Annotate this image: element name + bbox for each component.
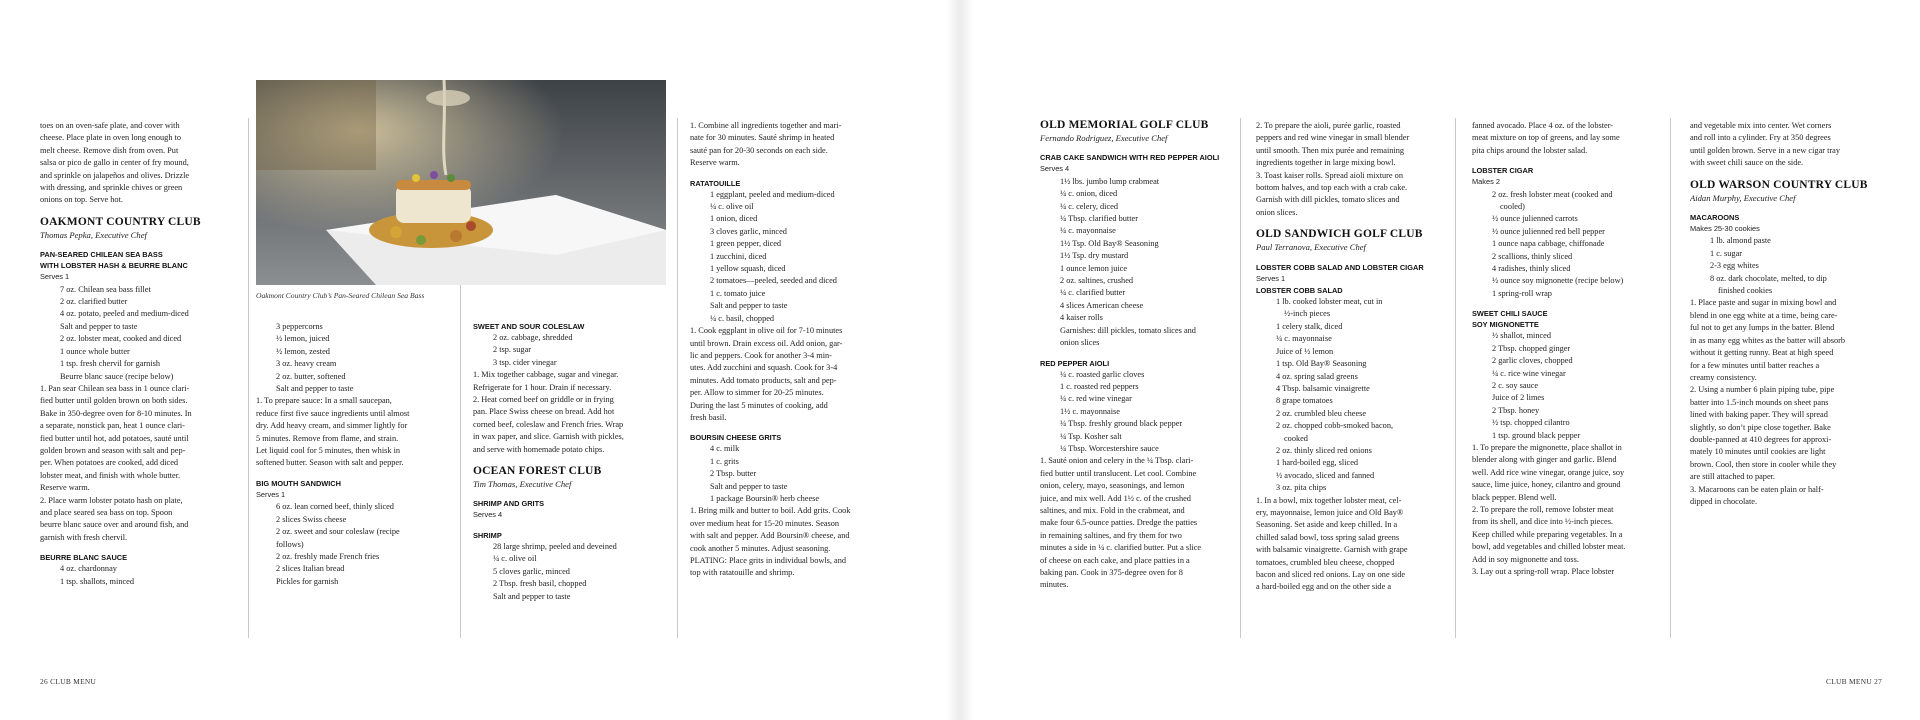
ingredient: follows) [276, 539, 304, 549]
recipe-heading: BIG MOUTH SANDWICH [256, 478, 341, 488]
step-line: batter into 1.5-inch mounds on sheet pans [1690, 397, 1829, 407]
step-line: cook another 5 minutes. Adjust seasoning. [690, 543, 831, 553]
step-line: without it getting runny. Beat at high speed [1690, 348, 1834, 358]
photo-illustration [256, 80, 666, 285]
ingredient: 2 tomatoes—peeled, seeded and diced [710, 276, 837, 286]
ingredient: ¼ Tbsp. freshly ground black pepper [1060, 419, 1183, 429]
text-column-1 [40, 120, 245, 640]
step-line: 1. To prepare sauce: In a small saucepan, [256, 396, 392, 406]
ingredient: 7 oz. Chilean sea bass fillet [60, 284, 151, 294]
ingredient: 2 oz. freshly made French fries [276, 551, 380, 561]
ingredient: ¼ c. mayonnaise [1276, 334, 1332, 344]
ingredient: 2 oz. chopped cobb-smoked bacon, [1276, 421, 1394, 431]
chef-name: Paul Terranova, Executive Chef [1256, 242, 1366, 253]
step-line: 2. To prepare the roll, remove lobster meat [1472, 504, 1614, 514]
ingredient: 1 green pepper, diced [710, 239, 782, 249]
step-line: brown. Cool, then store in cooler while they [1690, 459, 1837, 469]
ingredient: ½ ounce soy mignonette (recipe below) [1492, 276, 1624, 286]
step-line: per. When potatoes are cooked, add diced [40, 458, 179, 468]
chef-name: Tim Thomas, Executive Chef [473, 479, 572, 490]
step-line: dipped in chocolate. [1690, 496, 1758, 506]
ingredient: ¼ c. olive oil [710, 202, 754, 212]
step-line: 1. Pan sear Chilean sea bass in 1 ounce clari- [40, 383, 190, 393]
ingredient: 2-3 egg whites [1710, 261, 1759, 271]
step-line: top with ratatouille and shrimp. [690, 568, 795, 578]
step-line: During the last 5 minutes of cooking, add [690, 400, 828, 410]
step-line: until brown. Drain excess oil. Add onion, gar- [690, 338, 843, 348]
photo-caption: Oakmont Country Club’s Pan-Seared Chilean Sea Bass [256, 291, 425, 300]
ingredient: 2 oz. clarified butter [60, 297, 128, 307]
recipe-heading: MACAROONS [1690, 213, 1740, 223]
ingredient: 1½ Tsp. dry mustard [1060, 251, 1129, 261]
step-line: saltines, and mix. Fold in the crabmeat, and [1040, 505, 1185, 515]
step-line: ful not to get any lumps in the batter. Blend [1690, 323, 1835, 333]
body-line: melt cheese. Remove dish from oven. Put [40, 145, 179, 155]
serves-label: Makes 25-30 cookies [1690, 224, 1760, 234]
ingredient: ¼ c. onion, diced [1060, 189, 1118, 199]
ingredient: ½ shallot, minced [1492, 331, 1551, 341]
body-line: cheese. Place plate in oven long enough to [40, 133, 182, 143]
ingredient: 2 oz. saltines, crushed [1060, 276, 1134, 286]
recipe-heading: SHRIMP AND GRITS [473, 499, 545, 509]
step-line: per. Allow to simmer for 20-25 minutes. [690, 388, 824, 398]
step-line: corned beef, coleslaw and French fries. Wrap [473, 419, 624, 429]
step-line: 1. Sauté onion and celery in the ¼ Tbsp. clari- [1040, 456, 1194, 466]
ingredient: ¼ c. basil, chopped [710, 313, 775, 323]
ingredient: 3 oz. heavy cream [276, 359, 337, 369]
ingredient: 1 c. sugar [1710, 248, 1743, 258]
ingredient: 2 tsp. sugar [493, 345, 532, 355]
recipe-heading: SWEET CHILI SAUCE [1472, 309, 1548, 319]
step-line: onion slices. [1256, 207, 1298, 217]
step-line: creamy consistency. [1690, 372, 1757, 382]
ingredient: ¼ Tbsp. Worcestershire sauce [1060, 443, 1159, 453]
ingredient: ½ lemon, juiced [276, 334, 330, 344]
step-line: peppers and red wine vinegar in small blender [1256, 133, 1410, 143]
recipe-subheading: WITH LOBSTER HASH & BEURRE BLANC [40, 261, 188, 271]
ingredient: Juice of ½ lemon [1276, 346, 1334, 356]
ingredient: Salt and pepper to taste [493, 591, 571, 601]
step-line: 3. Macaroons can be eaten plain or half- [1690, 484, 1824, 494]
ingredient: cooked [1284, 433, 1308, 443]
ingredient: ½ ounce julienned red bell pepper [1492, 226, 1605, 236]
ingredient: 1 lb. cooked lobster meat, cut in [1276, 297, 1383, 307]
ingredient: Salt and pepper to taste [710, 301, 788, 311]
ingredient: 4 oz. spring salad greens [1276, 371, 1358, 381]
ingredient: ¼ c. rice wine vinegar [1492, 368, 1566, 378]
step-line: lic and peppers. Cook for another 3-4 min- [690, 350, 832, 360]
ingredient: 1 tsp. fresh chervil for garnish [60, 359, 160, 369]
step-line: until smooth. Then mix purée and remaining [1256, 145, 1405, 155]
step-line: garnish with fresh chervil. [40, 532, 128, 542]
step-line: bowl, add vegetables and chilled lobster meat. [1472, 542, 1626, 552]
serves-label: Serves 1 [1256, 273, 1286, 283]
column-rule [1240, 118, 1241, 638]
column-rule [677, 118, 678, 638]
ingredient: 2 scallions, thinly sliced [1492, 251, 1573, 261]
ingredient: 1 spring-roll wrap [1492, 288, 1552, 298]
ingredient: 1 ounce whole butter [60, 346, 130, 356]
step-line: Garnish with dill pickles, tomato slices and [1256, 195, 1400, 205]
page-folio-left: 26 CLUB MENU [40, 677, 97, 686]
step-line: 1. Cook eggplant in olive oil for 7-10 minutes [690, 326, 843, 336]
step-line: with salt and pepper. Add Boursin® cheese, and [690, 531, 850, 541]
step-line: tomatoes, crumbled bleu cheese, chopped [1256, 557, 1395, 567]
ingredient: 2 oz. fresh lobster meat (cooked and [1492, 189, 1613, 199]
ingredient: 8 grape tomatoes [1276, 396, 1333, 406]
step-line: 2. Place warm lobster potato hash on plate, [40, 495, 183, 505]
step-line: mately 10 minutes until cookies are light [1690, 447, 1826, 457]
recipe-heading: RATATOUILLE [690, 178, 741, 188]
serves-label: Serves 1 [256, 489, 286, 499]
step-line: and roll into a cylinder. Fry at 350 degrees [1690, 133, 1831, 143]
step-line: 3. Toast kaiser rolls. Spread aioli mixture on [1256, 170, 1403, 180]
ingredient: finished cookies [1718, 286, 1773, 296]
text-column-2 [256, 321, 456, 641]
step-line: onion, celery, mayo, seasonings, and lemon [1040, 481, 1185, 491]
step-line: fied butter until translucent. Let cool. Combine [1040, 468, 1197, 478]
step-line: 1. Place paste and sugar in mixing bowl and [1690, 298, 1837, 308]
ingredient: 4 kaiser rolls [1060, 313, 1103, 323]
ingredient: 2 oz. crumbled bleu cheese [1276, 408, 1367, 418]
step-line: beurre blanc sauce over and around fish, and [40, 520, 189, 530]
text-column-8 [1690, 120, 1886, 640]
ingredient: 3 peppercorns [276, 322, 323, 331]
recipe-subheading: SHRIMP [473, 530, 502, 540]
ingredient: ¼ Tbsp. clarified butter [1060, 214, 1138, 224]
step-line: Reserve warm. [40, 483, 90, 493]
step-line: of cheese on each cake, and place patties in a [1040, 555, 1190, 565]
recipe-heading: BEURRE BLANC SAUCE [40, 553, 128, 563]
step-line: 2. To prepare the aioli, purée garlic, roasted [1256, 121, 1401, 130]
step-line: until golden brown. Serve in a new cigar tray [1690, 145, 1840, 155]
ingredient: 1 ounce napa cabbage, chiffonade [1492, 239, 1605, 249]
step-line: golden brown and season with salt and pep- [40, 445, 186, 455]
ingredient: 1 ounce lemon juice [1060, 263, 1128, 273]
text-column-6 [1256, 120, 1454, 640]
body-line: with dressing, and sprinkle chives or green [40, 183, 183, 193]
recipe-heading: PAN-SEARED CHILEAN SEA BASS [40, 250, 163, 260]
ingredient: 4 Tbsp. balsamic vinaigrette [1276, 383, 1370, 393]
plated-sea-bass-photo [256, 80, 666, 285]
ingredient: Juice of 2 limes [1492, 393, 1545, 403]
body-line: onions on top. Serve hot. [40, 195, 123, 205]
recipe-heading: RED PEPPER AIOLI [1040, 358, 1110, 368]
step-line: fied butter until golden brown on both sides. [40, 396, 188, 406]
ingredient: Beurre blanc sauce (recipe below) [60, 371, 174, 381]
ingredient: ¼ c. red wine vinegar [1060, 394, 1132, 404]
step-line: juice, and mix well. Add 1½ c. of the crushed [1040, 493, 1191, 503]
ingredient: 2 Tbsp. honey [1492, 405, 1540, 415]
step-line: sauté pan for 20-30 seconds on each side. [690, 145, 828, 155]
body-line: toes on an oven-safe plate, and cover with [40, 121, 180, 130]
ingredient: cooled) [1500, 202, 1525, 212]
ingredient: 28 large shrimp, peeled and deveined [493, 541, 617, 551]
step-line: Seasoning. Set aside and keep chilled. In a [1256, 520, 1398, 530]
ingredient: ½ ounce julienned carrots [1492, 214, 1578, 224]
chef-name: Aidan Murphy, Executive Chef [1690, 192, 1796, 203]
ingredient: ½ avocado, sliced and fanned [1276, 470, 1375, 480]
step-line: 2. Using a number 6 plain piping tube, pipe [1690, 385, 1835, 395]
ingredient: 1 zucchini, diced [710, 251, 767, 261]
step-line: 5 minutes. Remove from flame, and strain. [256, 433, 399, 443]
step-line: 1. In a bowl, mix together lobster meat, cel- [1256, 495, 1402, 505]
step-line: 1. Bring milk and butter to boil. Add grits. Cook [690, 506, 851, 516]
ingredient: 4 radishes, thinly sliced [1492, 264, 1571, 274]
step-line: PLATING: Place grits in individual bowls, and [690, 556, 847, 565]
ingredient: 1 c. grits [710, 456, 739, 466]
ingredient: 2 oz. cabbage, shredded [493, 333, 573, 342]
ingredient: 2 slices Italian bread [276, 564, 345, 574]
text-column-7 [1472, 120, 1668, 640]
step-line: minutes a side in ¼ c. clarified butter. Put a slice [1040, 543, 1202, 553]
ingredient: ¼ c. olive oil [493, 554, 537, 564]
step-line: blender along with ginger and garlic. Blend [1472, 455, 1617, 465]
step-line: chilled salad bowl, toss spring salad greens [1256, 532, 1400, 542]
ingredient: ¼ c. roasted garlic cloves [1060, 369, 1145, 379]
recipe-subheading: LOBSTER COBB SALAD [1256, 286, 1343, 296]
step-line: pan. Place Swiss cheese on bread. Add hot [473, 407, 615, 417]
ingredient: 1½ Tsp. Old Bay® Seasoning [1060, 238, 1159, 248]
column-rule [248, 118, 249, 638]
step-line: fanned avocado. Place 4 oz. of the lobster- [1472, 121, 1614, 130]
step-line: make four 6.5-ounce patties. Dredge the patties [1040, 518, 1198, 528]
ingredient: 1 c. tomato juice [710, 288, 766, 298]
ingredient: 1 package Boursin® herb cheese [710, 493, 820, 503]
step-line: black pepper. Blend well. [1472, 492, 1557, 502]
step-line: well. Add rice wine vinegar, orange juice, soy [1472, 467, 1625, 477]
ingredient: 1 tsp. Old Bay® Seasoning [1276, 359, 1367, 369]
ingredient: ½ lemon, zested [276, 346, 330, 356]
step-line: Reserve warm. [690, 158, 740, 168]
ingredient: Salt and pepper to taste [60, 321, 138, 331]
ingredient: 1 lb. almond paste [1710, 236, 1771, 246]
step-line: from its shell, and dice into ½-inch pieces. [1472, 517, 1614, 527]
serves-label: Serves 4 [1040, 164, 1070, 174]
ingredient: 3 cloves garlic, minced [710, 226, 787, 236]
column-rule [1670, 118, 1671, 638]
club-heading: OCEAN FOREST CLUB [473, 465, 602, 478]
body-line: and sprinkle on jalapeños and olives. Drizzle [40, 170, 190, 180]
step-line: in wax paper, and slice. Garnish with pickles, [473, 432, 624, 442]
spine-gutter [946, 0, 974, 720]
ingredient: 4 slices American cheese [1060, 300, 1144, 310]
ingredient: 3 oz. pita chips [1276, 483, 1327, 493]
page-folio-right: CLUB MENU 27 [1826, 677, 1883, 686]
recipe-heading: LOBSTER COBB SALAD AND LOBSTER CIGAR [1256, 262, 1424, 272]
ingredient: 1 onion, diced [710, 214, 758, 224]
step-line: 2. Heat corned beef on griddle or in frying [473, 395, 614, 405]
ingredient: ¼ c. celery, diced [1060, 201, 1118, 211]
ingredient: ½-inch pieces [1284, 309, 1331, 319]
serves-label: Serves 4 [473, 510, 503, 520]
step-line: pita chips around the lobster salad. [1472, 145, 1588, 155]
step-line: ery, mayonnaise, lemon juice and Old Bay® [1256, 507, 1404, 517]
step-line: slightly, so don’t pipe close together. Bake [1690, 422, 1831, 432]
step-line: 1. Combine all ingredients together and mari- [690, 121, 842, 130]
ingredient: ¼ c. clarified butter [1060, 288, 1126, 298]
step-line: Bake in 350-degree oven for 8-10 minutes. In [40, 408, 192, 418]
step-line: softened butter. Season with salt and pepper. [256, 458, 404, 468]
ingredient: 2 oz. lobster meat, cooked and diced [60, 334, 182, 344]
step-line: Add in soy mignonette and toss. [1472, 554, 1579, 564]
recipe-subheading: SOY MIGNONETTE [1472, 320, 1539, 330]
step-line: are still attached to paper. [1690, 472, 1776, 482]
step-line: a hard-boiled egg and on the other side a [1256, 582, 1392, 592]
step-line: ingredients together in large mixing bowl. [1256, 158, 1396, 168]
step-line: in remaining saltines, and fry them for two [1040, 530, 1182, 540]
ingredient: 3 tsp. cider vinegar [493, 357, 557, 367]
chef-name: Fernando Rodriguez, Executive Chef [1040, 133, 1168, 143]
ingredient: 1 tsp. shallots, minced [60, 576, 134, 586]
ingredient: 1 hard-boiled egg, sliced [1276, 458, 1359, 468]
ingredient: 2 slices Swiss cheese [276, 514, 347, 524]
ingredient: 6 oz. lean corned beef, thinly sliced [276, 502, 394, 512]
ingredient: onion slices [1060, 338, 1100, 348]
step-line: and vegetable mix into center. Wet corners [1690, 121, 1832, 130]
serves-label: Makes 2 [1472, 177, 1500, 187]
step-line: baking pan. Cook in 375-degree oven for 8 [1040, 568, 1183, 577]
ingredient: ¼ Tsp. Kosher salt [1060, 431, 1122, 441]
ingredient: 2 c. soy sauce [1492, 380, 1539, 390]
serves-label: Serves 1 [40, 272, 70, 282]
ingredient: Salt and pepper to taste [710, 481, 788, 491]
column-rule [1455, 118, 1456, 638]
text-column-4 [690, 120, 905, 640]
step-line: lobster meat, and finish with whole butter. [40, 470, 181, 480]
step-line: 1. To prepare the mignonette, place shallot in [1472, 442, 1622, 452]
ingredient: Salt and pepper to taste [276, 384, 354, 394]
step-line: Keep chilled while preparing vegetables. In a [1472, 529, 1623, 539]
recipe-heading: SWEET AND SOUR COLESLAW [473, 322, 585, 331]
text-column-5 [1040, 118, 1238, 640]
ingredient: 1½ c. mayonnaise [1060, 406, 1120, 416]
step-line: bacon and sliced red onions. Lay on one side [1256, 570, 1406, 579]
ingredient: 2 garlic cloves, chopped [1492, 356, 1573, 366]
chef-name: Thomas Pepka, Executive Chef [40, 229, 147, 240]
ingredient: 2 Tbsp. butter [710, 469, 757, 479]
text-column-3 [473, 321, 673, 641]
step-line: and place seared sea bass on top. Spoon [40, 507, 173, 517]
ingredient: 2 Tbsp. chopped ginger [1492, 343, 1571, 353]
step-line: reduce first five sauce ingredients until almost [256, 408, 410, 418]
step-line: minutes. Add tomato products, salt and pep- [690, 375, 837, 385]
step-line: Let liquid cool for 5 minutes, then whisk in [256, 446, 401, 456]
ingredient: 1 c. roasted red peppers [1060, 381, 1139, 391]
club-heading: OLD WARSON COUNTRY CLUB [1690, 178, 1868, 191]
recipe-heading: LOBSTER CIGAR [1472, 166, 1534, 176]
ingredient: 2 Tbsp. fresh basil, chopped [493, 579, 587, 589]
ingredient: 4 oz. chardonnay [60, 564, 117, 574]
step-line: over medium heat for 15-20 minutes. Season [690, 518, 840, 528]
recipe-heading: CRAB CAKE SANDWICH WITH RED PEPPER AIOLI [1040, 153, 1220, 163]
ingredient: 1 celery stalk, diced [1276, 321, 1343, 331]
step-line: dry. Add heavy cream, and simmer lightly for [256, 421, 408, 431]
step-line: double-panned at 410 degrees for approxi- [1690, 434, 1832, 444]
step-line: 3. Lay out a spring-roll wrap. Place lobster [1472, 567, 1615, 576]
ingredient: 8 oz. dark chocolate, melted, to dip [1710, 273, 1827, 283]
ingredient: Pickles for garnish [276, 576, 339, 586]
body-line: salsa or pico de gallo in center of fry mound, [40, 158, 189, 168]
step-line: with sweet chili sauce on the side. [1690, 158, 1804, 168]
step-line: in as many egg whites as the batter will absorb [1690, 335, 1846, 345]
ingredient: 2 oz. butter, softened [276, 371, 346, 381]
ingredient: 2 oz. sweet and sour coleslaw (recipe [276, 527, 400, 537]
step-line: for a few minutes until batter reaches a [1690, 360, 1820, 370]
ingredient: 1½ lbs. jumbo lump crabmeat [1060, 176, 1160, 186]
step-line: blend in one egg white at a time, being care- [1690, 310, 1838, 320]
step-line: utes. Add zucchini and squash. Cook for 3-4 [690, 363, 838, 373]
ingredient: ¼ c. mayonnaise [1060, 226, 1116, 236]
ingredient: ½ tsp. chopped cilantro [1492, 418, 1570, 428]
ingredient: 1 tsp. ground black pepper [1492, 430, 1581, 440]
step-line: Refrigerate for 1 hour. Drain if necessary. [473, 382, 612, 392]
club-heading: OLD SANDWICH GOLF CLUB [1256, 228, 1423, 241]
step-line: a separate, nonstick pan, heat 1 ounce clari- [40, 421, 185, 431]
ingredient: 5 cloves garlic, minced [493, 566, 570, 576]
step-line: lined with baking paper. They will spread [1690, 410, 1828, 420]
step-line: with balsamic vinaigrette. Garnish with grape [1256, 545, 1408, 555]
step-line: fied butter until hot, add potatoes, sauté until [40, 433, 189, 443]
ingredient: 4 c. milk [710, 444, 740, 454]
step-line: sauce, lime juice, honey, cilantro and ground [1472, 480, 1621, 490]
step-line: and serve with homemade potato chips. [473, 444, 605, 454]
step-line: 1. Mix together cabbage, sugar and vinegar. [473, 370, 619, 380]
step-line: minutes. [1040, 580, 1069, 590]
club-heading: OAKMONT COUNTRY CLUB [40, 215, 201, 228]
ingredient: 1 eggplant, peeled and medium-diced [710, 189, 835, 199]
club-heading: OLD MEMORIAL GOLF CLUB [1040, 119, 1209, 131]
step-line: nate for 30 minutes. Sauté shrimp in heated [690, 133, 835, 143]
ingredient: 2 oz. thinly sliced red onions [1276, 445, 1372, 455]
step-line: fresh basil. [690, 412, 727, 422]
ingredient: 4 oz. potato, peeled and medium-diced [60, 309, 189, 319]
recipe-heading: BOURSIN CHEESE GRITS [690, 433, 782, 443]
ingredient: 1 yellow squash, diced [710, 264, 786, 274]
step-line: bottom halves, and top each with a crab cake. [1256, 183, 1408, 193]
ingredient: Garnishes: dill pickles, tomato slices and [1060, 325, 1196, 335]
step-line: meat mixture on top of greens, and lay some [1472, 133, 1620, 143]
